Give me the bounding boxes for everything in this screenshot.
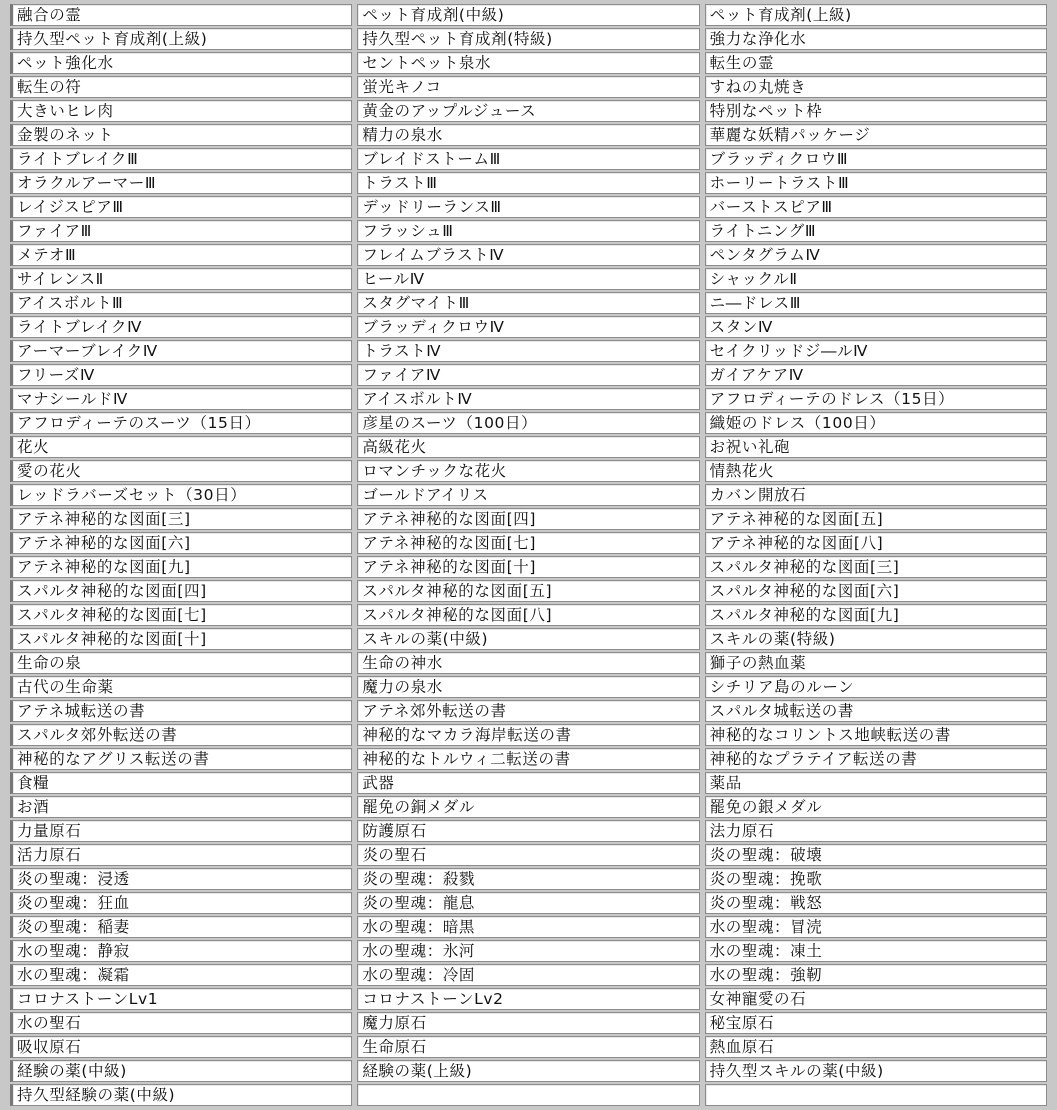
item-cell: アテネ神秘的な図面[十] (357, 556, 699, 578)
item-cell: 水の聖魂：暗黒 (357, 916, 699, 938)
table-row (10, 4, 1047, 26)
table-row (10, 76, 1047, 98)
item-cell: トラストⅣ (357, 340, 699, 362)
item-cell: 活力原石 (10, 844, 352, 866)
item-cell: ペット育成剤(中級) (357, 4, 699, 26)
table-row (10, 772, 1047, 794)
table-row (10, 676, 1047, 698)
table-row (10, 988, 1047, 1010)
item-cell: 炎の聖魂：龍息 (357, 892, 699, 914)
item-cell: スパルタ神秘的な図面[十] (10, 628, 352, 650)
item-cell: ブラッディクロウⅣ (357, 316, 699, 338)
item-cell: メテオⅢ (10, 244, 352, 266)
item-cell: アテネ神秘的な図面[六] (10, 532, 352, 554)
item-cell: 華麗な妖精パッケージ (705, 124, 1047, 146)
item-cell: 炎の聖魂：稲妻 (10, 916, 352, 938)
item-cell: 水の聖石 (10, 1012, 352, 1034)
table-row (10, 868, 1047, 890)
item-cell: 秘宝原石 (705, 1012, 1047, 1034)
table-row (10, 700, 1047, 722)
item-cell: 炎の聖魂：殺戮 (357, 868, 699, 890)
table-row (10, 820, 1047, 842)
item-cell: 水の聖魂：氷河 (357, 940, 699, 962)
item-cell: 彦星のスーツ（100日） (357, 412, 699, 434)
table-row (10, 628, 1047, 650)
item-cell: デッドリーランスⅢ (357, 196, 699, 218)
item-cell: 熱血原石 (705, 1036, 1047, 1058)
item-cell: アイスボルトⅢ (10, 292, 352, 314)
item-cell: 力量原石 (10, 820, 352, 842)
item-cell: ゴールドアイリス (357, 484, 699, 506)
table-row (10, 124, 1047, 146)
item-cell: ライトブレイクⅣ (10, 316, 352, 338)
item-table-body (10, 4, 1047, 1106)
table-row (10, 340, 1047, 362)
item-cell: スキルの薬(中級) (357, 628, 699, 650)
item-cell: アテネ神秘的な図面[五] (705, 508, 1047, 530)
item-cell: フラッシュⅢ (357, 220, 699, 242)
item-cell: 愛の花火 (10, 460, 352, 482)
item-cell: 生命原石 (357, 1036, 699, 1058)
item-cell: ホーリートラストⅢ (705, 172, 1047, 194)
item-cell: ライトニングⅢ (705, 220, 1047, 242)
item-cell: 水の聖魂：冒涜 (705, 916, 1047, 938)
item-cell: 炎の聖魂：狂血 (10, 892, 352, 914)
table-row (10, 268, 1047, 290)
item-cell: アテネ神秘的な図面[八] (705, 532, 1047, 554)
item-cell: 融合の霊 (10, 4, 352, 26)
item-cell: すねの丸焼き (705, 76, 1047, 98)
item-cell: ペット強化水 (10, 52, 352, 74)
table-row (10, 28, 1047, 50)
item-cell: 特別なペット枠 (705, 100, 1047, 122)
item-cell: スパルタ城転送の書 (705, 700, 1047, 722)
item-cell: 水の聖魂：強靭 (705, 964, 1047, 986)
table-row (10, 316, 1047, 338)
table-row (10, 892, 1047, 914)
item-cell: 武器 (357, 772, 699, 794)
item-cell: スパルタ神秘的な図面[三] (705, 556, 1047, 578)
table-row (10, 364, 1047, 386)
item-cell: 炎の聖魂：挽歌 (705, 868, 1047, 890)
table-row (10, 412, 1047, 434)
item-cell: 持久型経験の薬(中級) (10, 1084, 352, 1106)
item-cell: 神秘的なトルウィ二転送の書 (357, 748, 699, 770)
table-row (10, 844, 1047, 866)
item-cell: ファイアⅣ (357, 364, 699, 386)
table-row (10, 748, 1047, 770)
item-cell: ヒールⅣ (357, 268, 699, 290)
item-cell: 情熱花火 (705, 460, 1047, 482)
item-cell: ブラッディクロウⅢ (705, 148, 1047, 170)
table-row (10, 436, 1047, 458)
table-row (10, 604, 1047, 626)
table-row (10, 220, 1047, 242)
item-cell: 水の聖魂：冷固 (357, 964, 699, 986)
item-cell: アーマーブレイクⅣ (10, 340, 352, 362)
item-cell: ガイアケアⅣ (705, 364, 1047, 386)
item-cell: アフロディーテのスーツ（15日） (10, 412, 352, 434)
item-cell: アテネ神秘的な図面[九] (10, 556, 352, 578)
item-cell: 炎の聖魂：戦怒 (705, 892, 1047, 914)
item-cell: コロナストーンLv2 (357, 988, 699, 1010)
item-cell: ペンタグラムⅣ (705, 244, 1047, 266)
table-row (10, 580, 1047, 602)
item-cell: アイスボルトⅣ (357, 388, 699, 410)
item-cell: 水の聖魂：凝霜 (10, 964, 352, 986)
table-row (10, 1060, 1047, 1082)
item-cell: 防護原石 (357, 820, 699, 842)
item-cell: 大きいヒレ肉 (10, 100, 352, 122)
item-cell: サイレンスⅡ (10, 268, 352, 290)
item-cell: 生命の泉 (10, 652, 352, 674)
table-row (10, 196, 1047, 218)
item-cell: 生命の神水 (357, 652, 699, 674)
item-cell: スパルタ神秘的な図面[七] (10, 604, 352, 626)
table-row (10, 484, 1047, 506)
item-cell: 精力の泉水 (357, 124, 699, 146)
item-cell: 神秘的なプラテイア転送の書 (705, 748, 1047, 770)
item-cell: アテネ城転送の書 (10, 700, 352, 722)
table-row (10, 964, 1047, 986)
item-cell: 罷免の銀メダル (705, 796, 1047, 818)
item-cell: 獅子の熱血薬 (705, 652, 1047, 674)
item-cell: 持久型ペット育成剤(特級) (357, 28, 699, 50)
table-row (10, 796, 1047, 818)
item-cell: フレイムブラストⅣ (357, 244, 699, 266)
table-row (10, 388, 1047, 410)
table-row (10, 172, 1047, 194)
item-cell: 経験の薬(上級) (357, 1060, 699, 1082)
item-cell: 織姫のドレス（100日） (705, 412, 1047, 434)
item-cell: 黄金のアップルジュース (357, 100, 699, 122)
item-cell: 強力な浄化水 (705, 28, 1047, 50)
item-cell: スタグマイトⅢ (357, 292, 699, 314)
table-row (10, 292, 1047, 314)
item-cell: カバン開放石 (705, 484, 1047, 506)
table-row (10, 100, 1047, 122)
item-cell: ブレイドストームⅢ (357, 148, 699, 170)
item-cell: 食糧 (10, 772, 352, 794)
table-row (10, 532, 1047, 554)
item-cell: マナシールドⅣ (10, 388, 352, 410)
item-cell: 蛍光キノコ (357, 76, 699, 98)
item-cell: 炎の聖魂：破壊 (705, 844, 1047, 866)
item-cell: スキルの薬(特級) (705, 628, 1047, 650)
item-cell: トラストⅢ (357, 172, 699, 194)
table-row (10, 556, 1047, 578)
table-row (10, 724, 1047, 746)
table-row (10, 244, 1047, 266)
table-row (10, 1084, 1047, 1106)
item-cell: アテネ郊外転送の書 (357, 700, 699, 722)
table-row (10, 940, 1047, 962)
item-cell: 女神寵愛の石 (705, 988, 1047, 1010)
item-cell: 炎の聖魂：浸透 (10, 868, 352, 890)
item-cell: スパルタ神秘的な図面[四] (10, 580, 352, 602)
item-cell: スパルタ神秘的な図面[九] (705, 604, 1047, 626)
item-cell: 神秘的なマカラ海岸転送の書 (357, 724, 699, 746)
table-row (10, 508, 1047, 530)
item-cell: 魔力原石 (357, 1012, 699, 1034)
item-cell: レイジスピアⅢ (10, 196, 352, 218)
item-cell: スパルタ郊外転送の書 (10, 724, 352, 746)
item-cell: コロナストーンLv1 (10, 988, 352, 1010)
item-cell: レッドラバーズセット（30日） (10, 484, 352, 506)
item-cell: 水の聖魂：静寂 (10, 940, 352, 962)
item-cell: 花火 (10, 436, 352, 458)
item-cell: ペット育成剤(上級) (705, 4, 1047, 26)
item-cell: 魔力の泉水 (357, 676, 699, 698)
item-cell: スパルタ神秘的な図面[六] (705, 580, 1047, 602)
item-cell: フリーズⅣ (10, 364, 352, 386)
item-cell: 神秘的なアグリス転送の書 (10, 748, 352, 770)
item-cell: 古代の生命薬 (10, 676, 352, 698)
item-cell: アテネ神秘的な図面[四] (357, 508, 699, 530)
table-row (10, 652, 1047, 674)
item-cell: セイクリッドジ―ルⅣ (705, 340, 1047, 362)
item-cell: 持久型ペット育成剤(上級) (10, 28, 352, 50)
item-cell: 炎の聖石 (357, 844, 699, 866)
item-table (5, 2, 1052, 1108)
item-cell (357, 1084, 699, 1106)
item-cell: お酒 (10, 796, 352, 818)
item-cell: シチリア島のルーン (705, 676, 1047, 698)
table-row (10, 1012, 1047, 1034)
item-cell (705, 1084, 1047, 1106)
item-cell: ニ―ドレスⅢ (705, 292, 1047, 314)
item-cell: 金製のネット (10, 124, 352, 146)
item-cell: 薬品 (705, 772, 1047, 794)
table-row (10, 460, 1047, 482)
item-cell: シャックルⅡ (705, 268, 1047, 290)
item-cell: オラクルアーマーⅢ (10, 172, 352, 194)
item-cell: ファイアⅢ (10, 220, 352, 242)
item-cell: スパルタ神秘的な図面[五] (357, 580, 699, 602)
item-cell: 水の聖魂：凍土 (705, 940, 1047, 962)
item-cell: バーストスピアⅢ (705, 196, 1047, 218)
item-cell: 転生の符 (10, 76, 352, 98)
item-cell: 神秘的なコリントス地峡転送の書 (705, 724, 1047, 746)
table-row (10, 148, 1047, 170)
item-cell: スタンⅣ (705, 316, 1047, 338)
item-cell: 転生の霊 (705, 52, 1047, 74)
item-cell: アテネ神秘的な図面[三] (10, 508, 352, 530)
table-row (10, 52, 1047, 74)
item-cell: 持久型スキルの薬(中級) (705, 1060, 1047, 1082)
item-cell: ライトブレイクⅢ (10, 148, 352, 170)
item-cell: 吸収原石 (10, 1036, 352, 1058)
item-cell: アテネ神秘的な図面[七] (357, 532, 699, 554)
item-cell: 罷免の銅メダル (357, 796, 699, 818)
item-cell: お祝い礼砲 (705, 436, 1047, 458)
item-cell: スパルタ神秘的な図面[八] (357, 604, 699, 626)
item-cell: 高級花火 (357, 436, 699, 458)
table-row (10, 916, 1047, 938)
item-cell: アフロディーテのドレス（15日） (705, 388, 1047, 410)
item-cell: 経験の薬(中級) (10, 1060, 352, 1082)
table-row (10, 1036, 1047, 1058)
item-cell: セントペット泉水 (357, 52, 699, 74)
item-cell: ロマンチックな花火 (357, 460, 699, 482)
item-cell: 法力原石 (705, 820, 1047, 842)
